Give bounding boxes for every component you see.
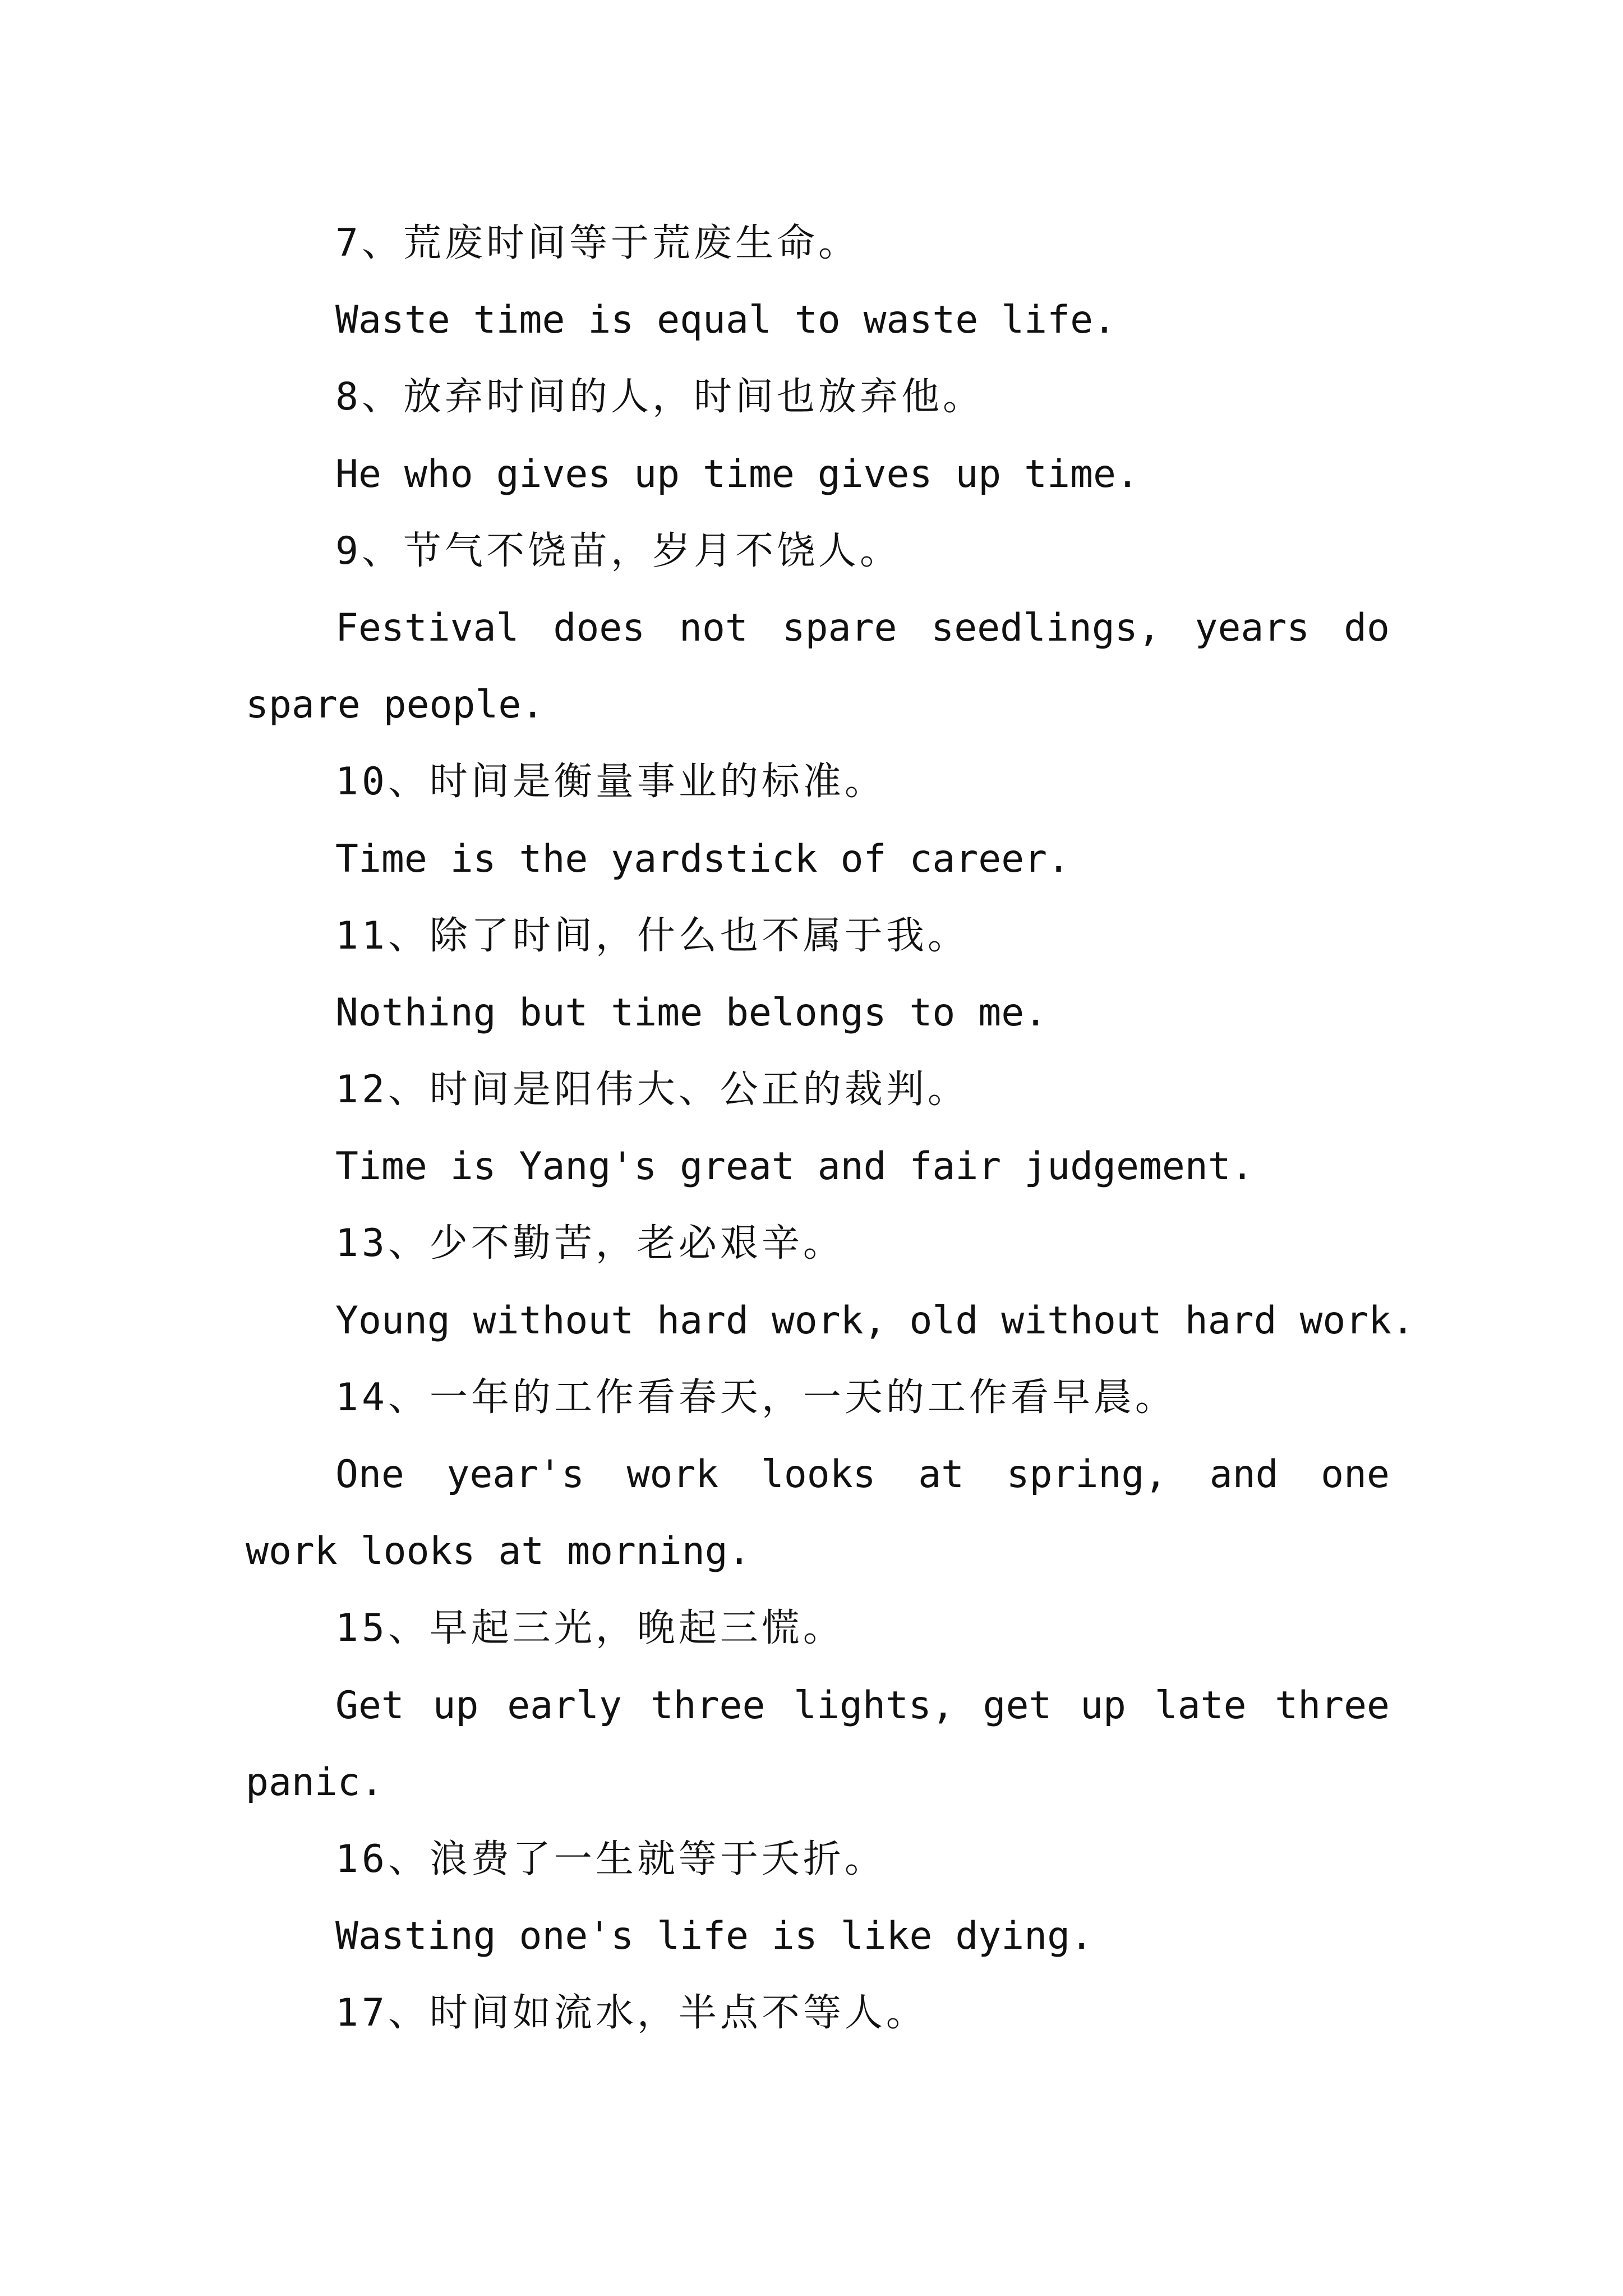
quote-8-chinese: 8、放弃时间的人，时间也放弃他。 (335, 375, 984, 420)
quote-9-chinese: 9、节气不饶苗，岁月不饶人。 (335, 528, 901, 573)
quote-14-english: One year's work looks at spring, and one (335, 1452, 1390, 1497)
quote-7-english: Waste time is equal to waste life. (335, 298, 1116, 343)
quote-7-chinese: 7、荒废时间等于荒废生命。 (335, 221, 860, 265)
quote-16-chinese: 16、浪费了一生就等于夭折。 (335, 1837, 886, 1881)
quote-13-chinese: 13、少不勤苦，老必艰辛。 (335, 1221, 845, 1266)
quote-10-english: Time is the yardstick of career. (335, 836, 1071, 881)
quote-8-english: He who gives up time gives up time. (335, 452, 1139, 496)
quote-15-chinese: 15、早起三光，晚起三慌。 (335, 1606, 845, 1651)
quote-16-english: Wasting one's life is like dying. (335, 1914, 1094, 1959)
quote-13-english: Young without hard work, old without hard work. (335, 1298, 1415, 1343)
quote-15-english: Get up early three lights, get up late three (335, 1683, 1390, 1728)
quote-14-chinese: 14、一年的工作看春天，一天的工作看早晨。 (335, 1375, 1177, 1420)
quote-10-chinese: 10、时间是衡量事业的标准。 (335, 760, 886, 804)
quote-12-chinese: 12、时间是阳伟大、公正的裁判。 (335, 1068, 969, 1112)
document-body (246, 205, 1415, 2052)
quote-17-chinese: 17、时间如流水，半点不等人。 (335, 1991, 928, 2036)
quote-9-english: Festival does not spare seedlings, years do (335, 605, 1390, 650)
quote-12-english: Time is Yang's great and fair judgement. (335, 1144, 1254, 1189)
quote-15-english-continued: panic. (246, 1760, 384, 1805)
quote-9-english-continued: spare people. (246, 683, 545, 728)
quote-11-chinese: 11、除了时间，什么也不属于我。 (335, 913, 969, 958)
quote-14-english-continued: work looks at morning. (246, 1529, 751, 1574)
quote-11-english: Nothing but time belongs to me. (335, 990, 1048, 1035)
